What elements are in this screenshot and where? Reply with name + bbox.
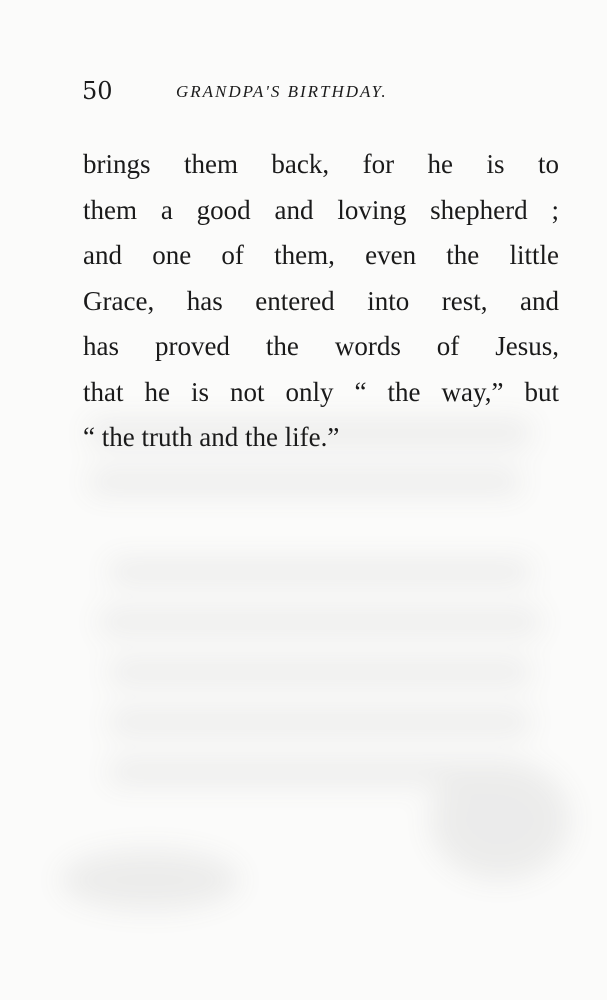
- page-header: [82, 76, 482, 110]
- page-number: 50: [82, 77, 113, 105]
- text-line: them a good and loving shepherd ;: [83, 194, 559, 225]
- text-line: “ the truth and the life.”: [83, 422, 340, 452]
- body-paragraph: [83, 142, 559, 461]
- text-line: that he is not only “ the way,” but: [83, 376, 559, 407]
- text-line: Grace, has entered into rest, and: [83, 285, 559, 316]
- text-line: brings them back, for he is to: [83, 149, 559, 179]
- running-title: GRANDPA'S BIRTHDAY.: [176, 82, 388, 101]
- text-line: and one of them, even the little: [83, 240, 559, 270]
- text-line: has proved the words of Jesus,: [83, 331, 559, 361]
